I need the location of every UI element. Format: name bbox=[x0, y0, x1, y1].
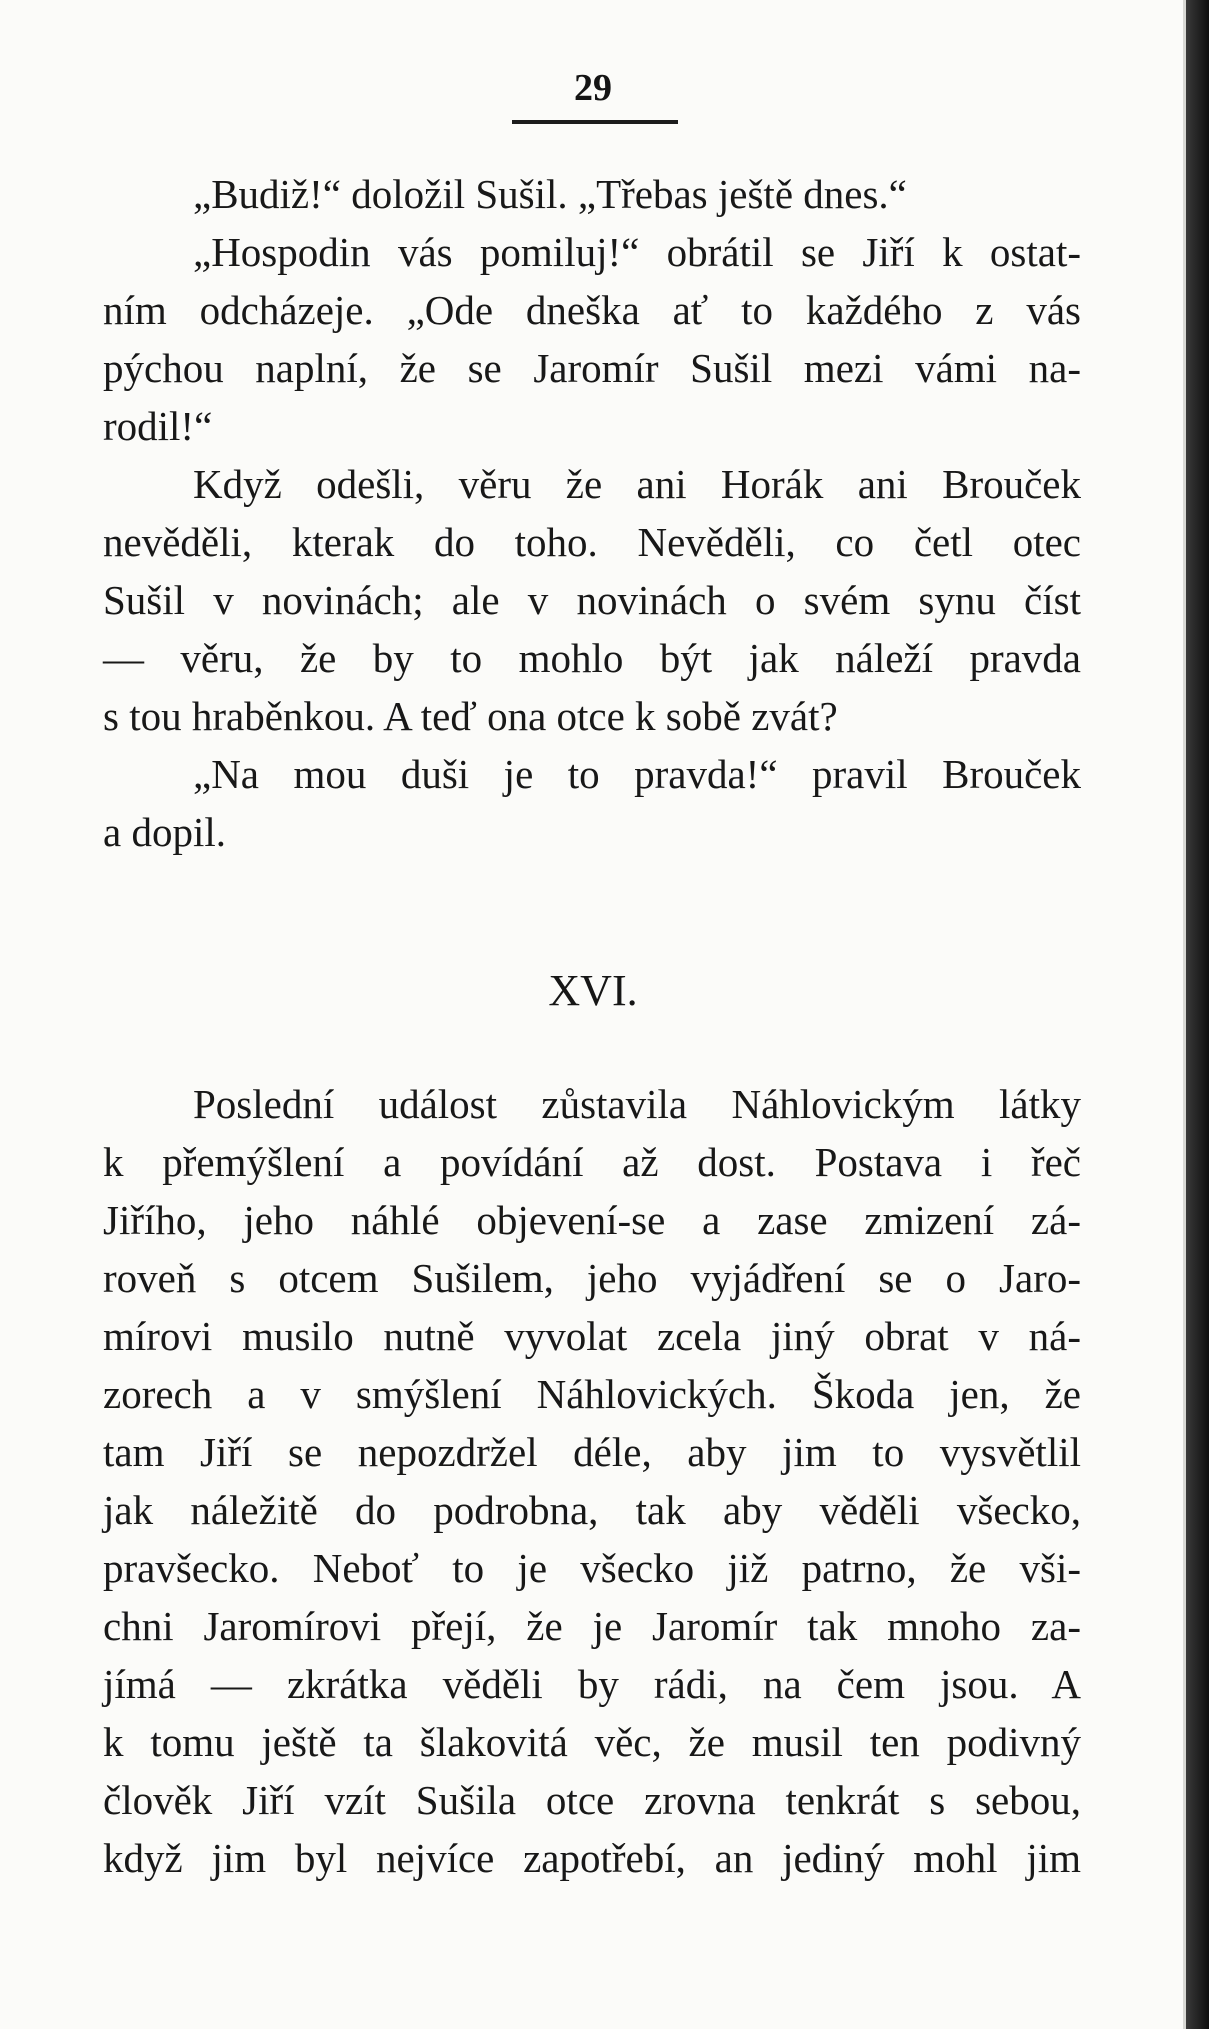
text-line: člověk Jiří vzít Sušila otce zrovna tenkrát s sebou, bbox=[103, 1777, 1081, 1823]
text-line: nevěděli, kterak do toho. Nevěděli, co četl otec bbox=[103, 519, 1081, 565]
text-line: k tomu ještě ta šlakovitá věc, že musil ten podivný bbox=[103, 1719, 1081, 1765]
text-line: Když odešli, věru že ani Horák ani Brouček bbox=[193, 461, 1081, 507]
text-line: k přemýšlení a povídání až dost. Postava i řeč bbox=[103, 1139, 1081, 1185]
text-line: s tou hraběnkou. A teď ona otce k sobě zvát? bbox=[103, 693, 838, 739]
text-line: „Budiž!“ doložil Sušil. „Třebas ještě dnes.“ bbox=[193, 171, 907, 217]
text-line: zorech a v smýšlení Náhlovických. Škoda jen, že bbox=[103, 1371, 1081, 1417]
page-number: 29 bbox=[574, 67, 612, 109]
text-line: — věru, že by to mohlo být jak náleží pravda bbox=[103, 635, 1081, 681]
text-section-2 bbox=[103, 1075, 1081, 1887]
text-line: jak náležitě do podrobna, tak aby věděli všecko, bbox=[103, 1487, 1081, 1533]
text-line: Jiřího, jeho náhlé objevení-se a zase zmizení zá- bbox=[103, 1197, 1081, 1243]
text-line: pravšecko. Neboť to je všecko již patrno, že vši- bbox=[103, 1545, 1081, 1591]
text-section-1 bbox=[103, 165, 1081, 861]
text-line: ním odcházeje. „Ode dneška ať to každého z vás bbox=[103, 287, 1081, 333]
text-line: chni Jaromírovi přejí, že je Jaromír tak mnoho za- bbox=[103, 1603, 1081, 1649]
text-line: „Na mou duši je to pravda!“ pravil Brouček bbox=[193, 751, 1081, 797]
text-line: mírovi musilo nutně vyvolat zcela jiný obrat v ná- bbox=[103, 1313, 1081, 1359]
text-line: rodil!“ bbox=[103, 403, 213, 449]
text-line: jímá — zkrátka věděli by rádi, na čem jsou. A bbox=[103, 1661, 1081, 1707]
text-line: a dopil. bbox=[103, 809, 226, 855]
text-line: roveň s otcem Sušilem, jeho vyjádření se o Jaro- bbox=[103, 1255, 1081, 1301]
text-line: když jim byl nejvíce zapotřebí, an jediný mohl jim bbox=[103, 1835, 1081, 1881]
page-number-rule bbox=[512, 120, 678, 124]
text-line: tam Jiří se nepozdržel déle, aby jim to vysvětlil bbox=[103, 1429, 1081, 1475]
page-edge-shadow bbox=[1186, 0, 1209, 2029]
text-line: pýchou naplní, že se Jaromír Sušil mezi vámi na- bbox=[103, 345, 1081, 391]
text-line: Poslední událost zůstavila Náhlovickým látky bbox=[193, 1081, 1081, 1127]
text-line: „Hospodin vás pomiluj!“ obrátil se Jiří k ostat- bbox=[193, 229, 1081, 275]
chapter-heading: XVI. bbox=[548, 966, 638, 1015]
text-line: Sušil v novinách; ale v novinách o svém synu číst bbox=[103, 577, 1081, 623]
